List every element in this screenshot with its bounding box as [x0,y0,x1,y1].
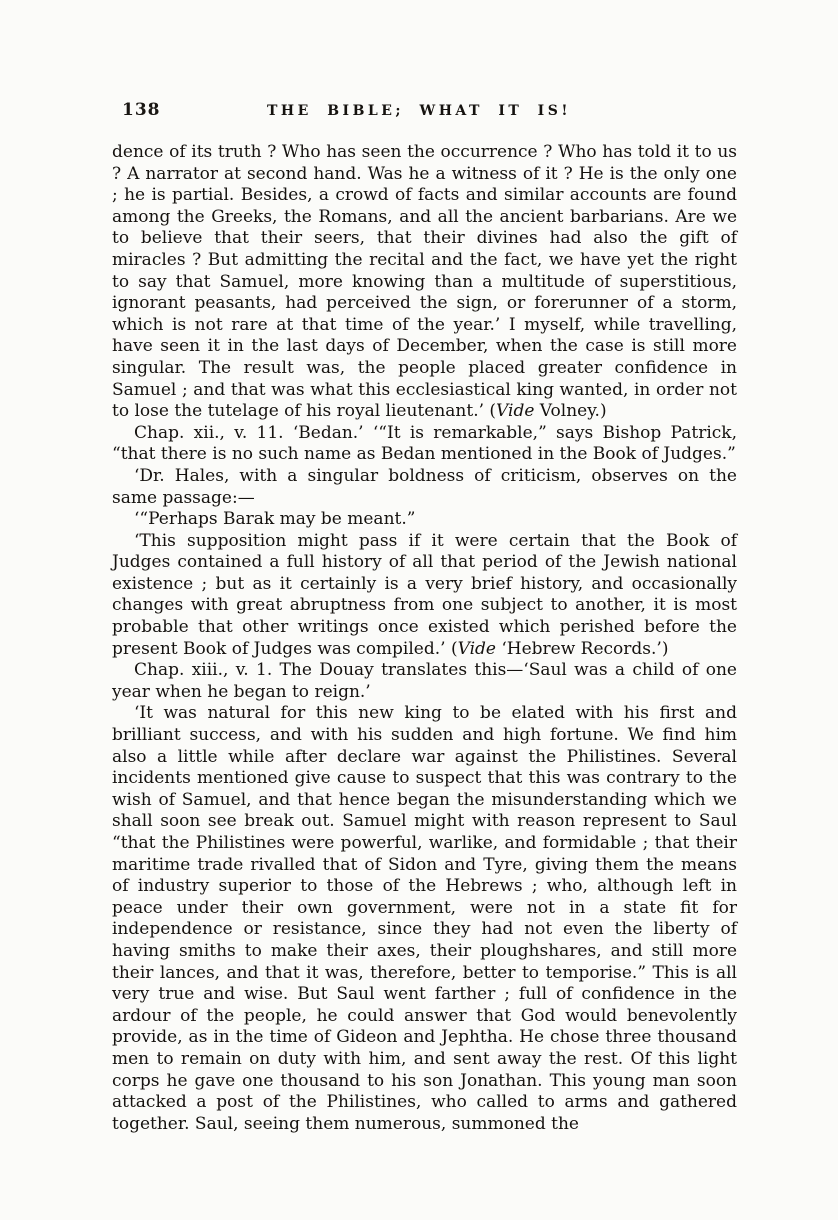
text-block [112,142,737,1135]
running-title: THE BIBLE; WHAT IT IS! [267,103,571,119]
paragraph: ‘Dr. Hales, with a singular boldness of criticism, observes on the same passage:— [112,465,737,508]
paragraph: dence of its truth ? Who has seen the occurrence ? Who has told it to us ? A narrator at second hand. Was he a witness of it ? He is the only one ; he is partial. Besides, a crowd of facts and similar accounts are found among the Greeks, the Romans, and all the ancient barbarians. Are we to believe that their seers, that their divines had also the gift of miracles ? But admitting the recital and the fact, we have yet the right to say that Samuel, more knowing than a multitude of superstitious, ignorant peasants, had perceived the sign, or forerunner of a storm, which is not rare at that time of the year.’ I myself, while travelling, have seen it in the last days of December, when the case is still more singular. The result was, the people placed greater confidence in Samuel ; and that was what this ecclesiastical king wanted, in order not to lose the tutelage of his royal lieutenant.’ (Vide Volney.) [112,142,737,422]
paragraph: Chap. xii., v. 11. ‘Bedan.’ ‘“It is remarkable,” says Bishop Patrick, “that there is no such name as Bedan mentioned in the Book of Judges.” [112,422,737,465]
paragraph: ‘“Perhaps Barak may be meant.” [134,509,416,530]
paragraph: ‘This supposition might pass if it were certain that the Book of Judges contained a full history of all that period of the Jewish national existence ; but as it certainly is a very brief history, and occasionally changes with great abruptness from one subject to another, it is most probable that other writings once existed which perished before the present Book of Judges was compiled.’ (Vide ‘Hebrew Records.’) [112,530,737,659]
paragraph: Chap. xiii., v. 1. The Douay translates this—‘Saul was a child of one year when he began to reign.’ [112,660,737,702]
paragraph: ‘It was natural for this new king to be elated with his first and brilliant success, and with his sudden and high fortune. We find him also a little while after declare war against the Philistines. Several incidents mentioned give cause to suspect that this was contrary to the wish of Samuel, and that hence began the misunderstanding which we shall soon see break out. Samuel might with reason represent to Saul “that the Philistines were powerful, warlike, and formidable ; that their maritime trade rivalled that of Sidon and Tyre, giving them the means of industry superior to those of the Hebrews ; who, although left in peace under their own government, were not in a state fit for independence or resistance, since they had not even the liberty of having smiths to make their axes, their ploughshares, and still more their lances, and that it was, therefore, better to temporise.” This is all very true and wise. But Saul went farther ; full of confidence in the ardour of the people, he could answer that God would benevolently provide, as in the time of Gideon and Jephtha. He chose three thousand men to remain on duty with him, and sent away the rest. Of this light corps he gave one thousand to his son Jonathan. This young man soon attacked a post of the Philistines, who called to arms and gathered together. Saul, seeing them numerous, summoned the [112,703,737,1134]
page-header [0,100,838,124]
page-number: 138 [122,100,161,120]
